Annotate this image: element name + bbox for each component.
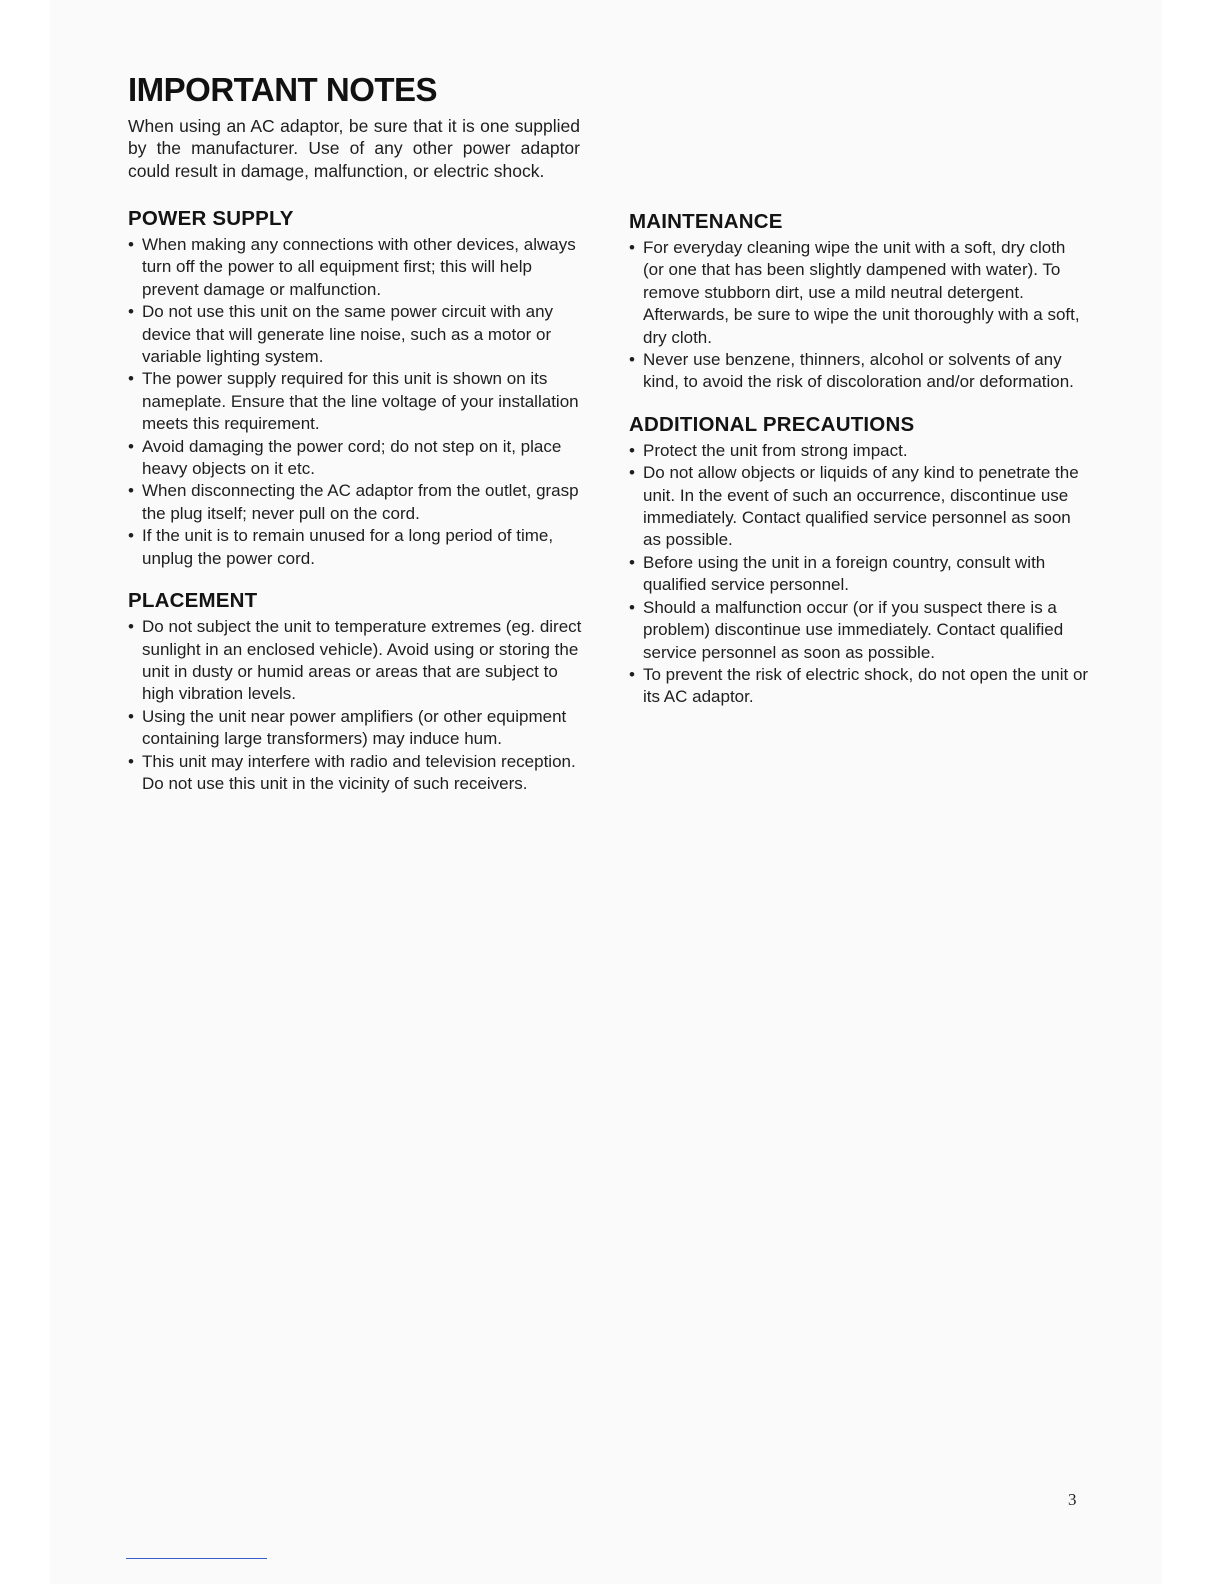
- bullet-icon: •: [629, 463, 635, 483]
- list-item-text: This unit may interfere with radio and television reception. Do not use this unit in the vicinity of such receivers.: [142, 751, 576, 793]
- list-item-text: Do not allow objects or liquids of any kind to penetrate the unit. In the event of such an occurrence, discontinue use immediately. Contact qualified service personnel as soon as possible.: [643, 463, 1079, 550]
- list-item: [629, 462, 1089, 552]
- bullet-icon: •: [128, 526, 134, 546]
- list-item: [128, 436, 588, 481]
- bullet-icon: •: [629, 238, 635, 257]
- section-heading: PLACEMENT: [128, 589, 258, 613]
- list-item-text: Before using the unit in a foreign country, consult with qualified service personnel.: [643, 552, 1046, 595]
- bullet-icon: •: [629, 350, 635, 370]
- section-heading: POWER SUPPLY: [128, 207, 294, 230]
- bullet-icon: •: [128, 706, 134, 726]
- list-item: [128, 301, 588, 368]
- list-item: [629, 237, 1089, 349]
- list-item-text: Avoid damaging the power cord; do not step on it, place heavy objects on it etc.: [142, 436, 562, 479]
- bullet-icon: •: [128, 751, 134, 771]
- list-item-text: Do not use this unit on the same power circuit with any device that will generate line noise, such as a motor or variable lighting system.: [142, 302, 554, 367]
- list-item-text: Do not subject the unit to temperature extremes (eg. direct sunlight in an enclosed vehicle). Avoid using or storing the unit in dusty or humid areas or areas that are subject to high vibration levels.: [142, 617, 582, 704]
- bullet-icon: •: [128, 481, 134, 501]
- bullet-icon: •: [128, 235, 134, 254]
- list-item: [629, 552, 1089, 597]
- list-item-text: The power supply required for this unit is shown on its nameplate. Ensure that the line voltage of your installation meets this requirement.: [142, 369, 579, 434]
- list-item: [128, 480, 588, 525]
- list-item-text: For everyday cleaning wipe the unit with a soft, dry cloth (or one that has been slightly dampened with water). To remove stubborn dirt, use a mild neutral detergent. Afterwards, be sure to wipe the unit thoroughly with a soft, dry cloth.: [643, 238, 1080, 347]
- bullet-list: [128, 234, 588, 570]
- list-item-text: Protect the unit from strong impact.: [643, 440, 908, 460]
- list-item-text: Should a malfunction occur (or if you suspect there is a problem) discontinue use immediately. Contact qualified service personnel as soon as possible.: [643, 597, 1064, 662]
- bullet-list: [629, 440, 1089, 709]
- bullet-icon: •: [629, 597, 635, 617]
- bullet-icon: •: [128, 617, 134, 637]
- list-item: [629, 349, 1089, 394]
- list-item: [128, 751, 588, 796]
- bullet-icon: •: [629, 664, 635, 684]
- list-item: [629, 597, 1089, 664]
- section-additional-precautions: [629, 412, 1089, 709]
- list-item-text: Never use benzene, thinners, alcohol or solvents of any kind, to avoid the risk of discoloration and/or deformation.: [643, 350, 1074, 392]
- list-item: [128, 616, 588, 706]
- bullet-list: [629, 237, 1089, 394]
- bullet-icon: •: [128, 369, 134, 389]
- list-item-text: When making any connections with other devices, always turn off the power to all equipment first; this will help prevent damage or malfunction.: [142, 235, 576, 299]
- list-item: [128, 706, 588, 751]
- list-item: [629, 440, 1089, 462]
- section-heading: ADDITIONAL PRECAUTIONS: [629, 412, 915, 436]
- left-column: [128, 206, 588, 813]
- list-item-text: Using the unit near power amplifiers (or other equipment containing large transformers) may induce hum.: [142, 706, 567, 749]
- section-placement: [128, 588, 588, 795]
- page-number: 3: [1068, 1490, 1077, 1509]
- section-power-supply: [128, 206, 588, 570]
- intro-paragraph: When using an AC adaptor, be sure that it is one supplied by the manufacturer. Use of any other power adaptor could result in damage, malfunction, or electric shock.: [128, 116, 580, 181]
- footer-rule: [126, 1558, 267, 1559]
- bullet-icon: •: [629, 552, 635, 572]
- section-heading: MAINTENANCE: [629, 210, 783, 233]
- bullet-list: [128, 616, 588, 795]
- list-item-text: If the unit is to remain unused for a long period of time, unplug the power cord.: [142, 526, 554, 568]
- list-item: [128, 368, 588, 435]
- bullet-icon: •: [128, 302, 134, 322]
- list-item: [128, 525, 588, 570]
- bullet-icon: •: [128, 436, 134, 456]
- list-item: [128, 234, 588, 301]
- list-item-text: When disconnecting the AC adaptor from the outlet, grasp the plug itself; never pull on the cord.: [142, 481, 579, 523]
- bullet-icon: •: [629, 440, 635, 460]
- right-column: [629, 209, 1089, 727]
- list-item-text: To prevent the risk of electric shock, do not open the unit or its AC adaptor.: [643, 664, 1089, 707]
- list-item: [629, 664, 1089, 709]
- page-title: IMPORTANT NOTES: [128, 71, 438, 108]
- section-maintenance: [629, 209, 1089, 394]
